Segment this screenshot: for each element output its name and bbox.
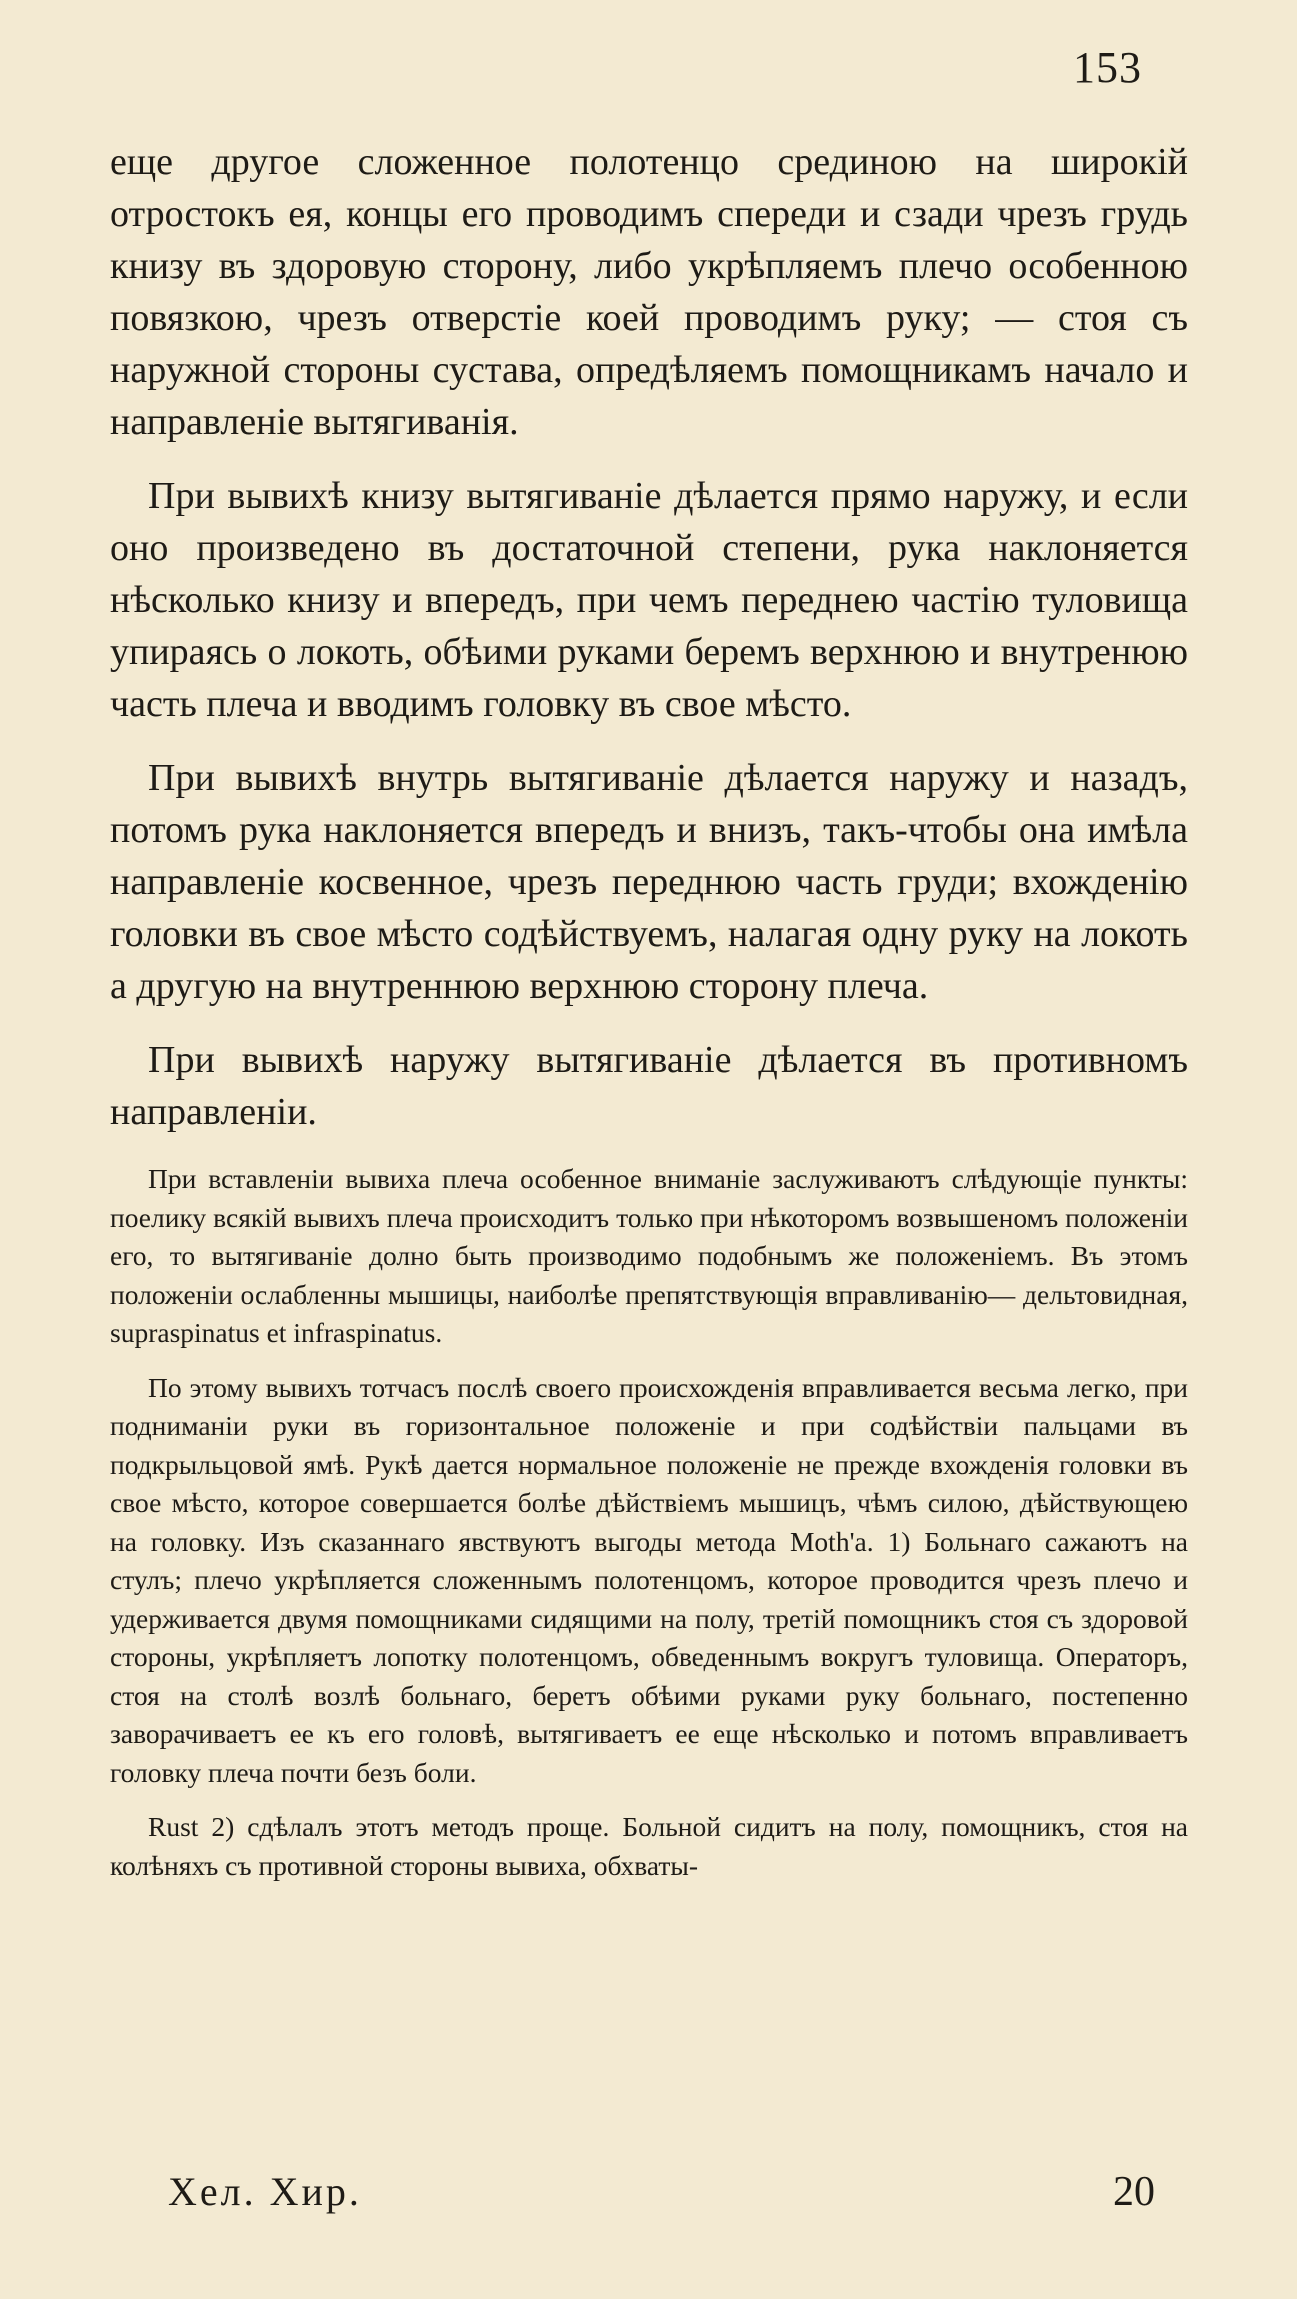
- printer-signature: Хел. Хир.: [168, 2169, 362, 2214]
- page-footer: [168, 2168, 1155, 2222]
- sheet-number: 20: [1113, 2169, 1155, 2215]
- small-print-notes: [110, 1160, 1188, 1885]
- page-number: 153: [1073, 43, 1142, 92]
- paragraph-continued: еще другое сложенное полотенцо срединою на широкій отростокъ ея, концы его проводимъ спереди и сзади чрезъ грудь книзу въ здоровую сторону, либо укрѣпляемъ плечо особенною повязкою, чрезъ отверстіе коей проводимъ руку; — стоя съ наружной стороны сустава, опредѣляемъ помощникамъ начало и направленіе вытягиванія.: [110, 141, 1188, 443]
- paragraph-dislocation-inward: При вывихѣ внутрь вытягиваніе дѣлается наружу и назадъ, потомъ рука наклоняется впередъ и внизъ, такъ-чтобы она имѣла направленіе косвенное, чрезъ переднюю часть груди; вхожденію головки въ свое мѣсто содѣйствуемъ, налагая одну руку на локоть а другую на внутреннюю верхнюю сторону плеча.: [110, 757, 1188, 1007]
- note-paragraph: По этому вывихъ тотчасъ послѣ своего происхожденія вправливается весьма легко, при подниманіи руки въ горизонтальное положеніе и при содѣйствіи пальцами въ подкрыльцовой ямѣ. Рукѣ дается нормальное положеніе не прежде вхожденія головки въ свое мѣсто, которое совершается болѣе дѣйствіемъ мышицъ, чѣмъ силою, дѣйствующею на головку. Изъ сказаннаго явствуютъ выгоды метода Moth'a. 1) Больнаго сажаютъ на стулъ; плечо укрѣпляется сложеннымъ полотенцомъ, которое проводится чрезъ плечо и удерживается двумя помощниками сидящими на полу, третій помощникъ стоя съ здоровой стороны, укрѣпляетъ лопотку полотенцомъ, обведеннымъ вокругъ туловища. Операторъ, стоя на столѣ возлѣ больнаго, беретъ обѣими руками руку больнаго, постепенно заворачиваетъ ее къ его головѣ, вытягиваетъ ее еще нѣсколько и потомъ вправливаетъ головку плеча почти безъ боли.: [110, 1371, 1188, 1788]
- paragraph-dislocation-outward: При вывихѣ наружу вытягиваніе дѣлается въ противномъ направленіи.: [110, 1039, 1188, 1133]
- page-body: [110, 136, 1188, 1885]
- note-paragraph: При вставленіи вывиха плеча особенное вниманіе заслуживаютъ слѣдующіе пункты: поелику всякій вывихъ плеча происходитъ только при нѣкоторомъ возвышеномъ положеніи его, то вытягиваніе долно быть производимо подобнымъ же положеніемъ. Въ этомъ положеніи ослабленны мышицы, наиболѣе препятствующія вправливанію— дельтовидная, supraspinatus et infraspinatus.: [110, 1163, 1188, 1348]
- note-paragraph: Rust 2) сдѣлалъ этотъ методъ проще. Больной сидитъ на полу, помощникъ, стоя на колѣняхъ съ противной стороны вывиха, обхваты-: [110, 1811, 1188, 1881]
- paragraph-dislocation-downward: При вывихѣ книзу вытягиваніе дѣлается прямо наружу, и если оно произведено въ достаточной степени, рука наклоняется нѣсколько книзу и впередъ, при чемъ переднею частію туловища упираясь о локоть, обѣими руками беремъ верхнюю и внутренюю часть плеча и вводимъ головку въ свое мѣсто.: [110, 475, 1188, 725]
